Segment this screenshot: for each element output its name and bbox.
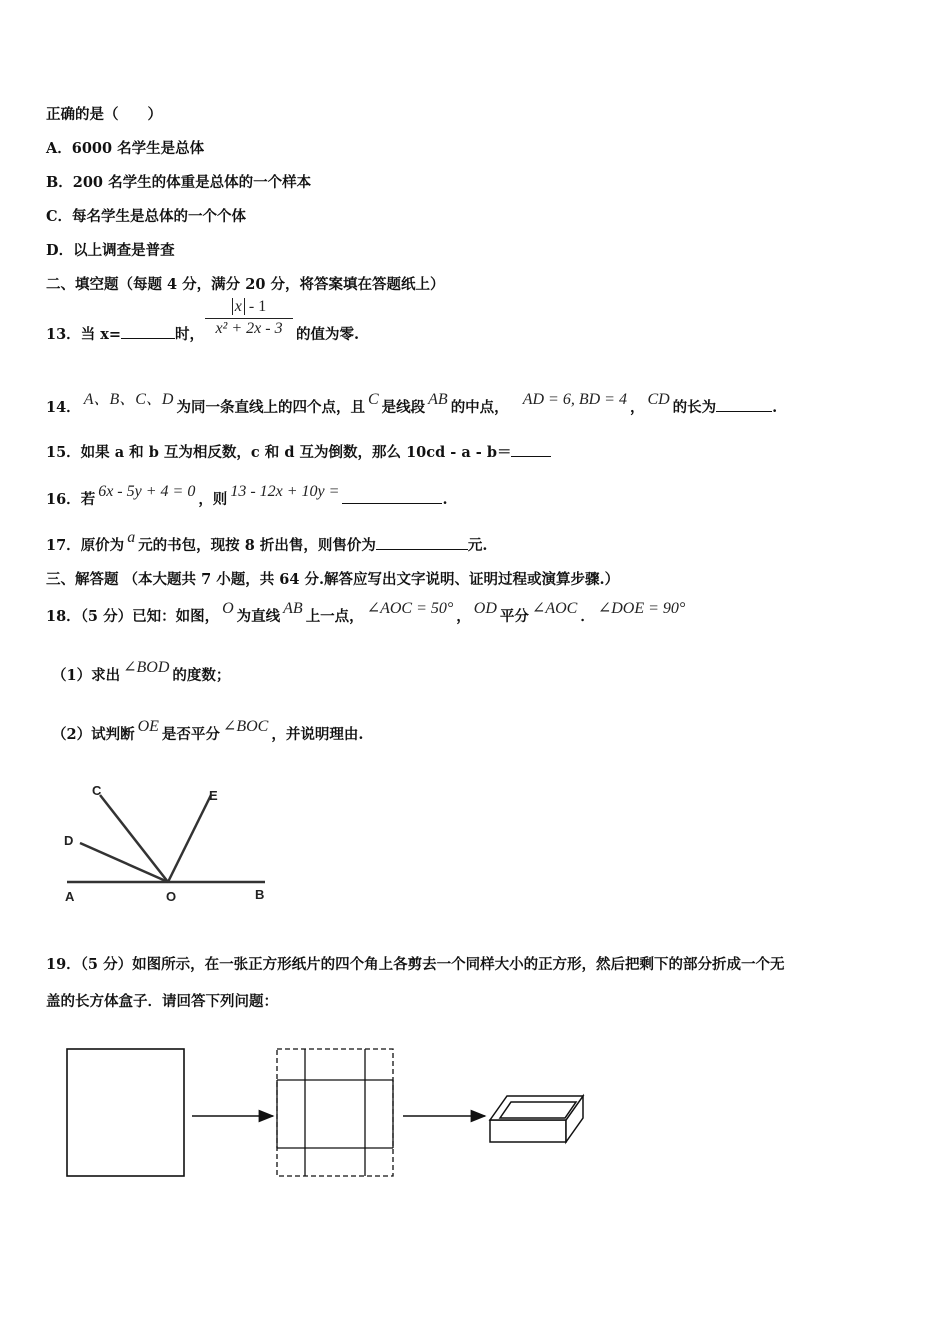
q13-answer-blank[interactable] <box>121 326 175 339</box>
section3-heading: 三、解答题 （本大题共 7 小题，共 64 分.解答应写出文字说明、证明过程或演算步骤.） <box>46 571 620 588</box>
q19-box-figure <box>60 1040 600 1190</box>
q18-aoc2-math: ∠AOC <box>531 600 578 617</box>
q16-eq-math: 6x - 5y + 4 = 0 <box>98 483 196 500</box>
open-box <box>490 1096 583 1142</box>
q18-aoc-math: ∠AOC = 50° <box>366 600 454 617</box>
q18-part2-oe: OE <box>137 718 159 735</box>
q18-part2-text-b: 是否平分 <box>161 726 220 743</box>
label-e: E <box>209 788 218 803</box>
q18-part2 <box>52 718 364 744</box>
label-a: A <box>65 889 75 904</box>
q13-text-b: 时， <box>175 326 205 343</box>
q17-a-math: a <box>127 529 136 546</box>
q18-part1 <box>52 659 231 685</box>
q14-number: 14． <box>46 399 81 416</box>
ray-oe <box>168 795 211 882</box>
q18-part1-text-a: （1）求出 <box>52 667 121 684</box>
q12-option-d: D．以上调查是普查 <box>46 242 175 259</box>
q14-answer-blank[interactable] <box>716 399 772 412</box>
q15-answer-blank[interactable] <box>511 444 551 457</box>
q14-given-math: AD = 6, BD = 4 <box>522 391 627 408</box>
q18-text-b: 为直线 <box>236 608 281 625</box>
q14-points-math: A、B、C、D <box>83 391 174 408</box>
q18-number: 18． <box>46 608 81 625</box>
ray-od <box>80 843 168 882</box>
q18-ab-math: AB <box>283 600 303 617</box>
cut-sheet <box>277 1049 393 1176</box>
q18-text-d: ， <box>456 608 471 625</box>
q13-number: 13． <box>46 326 81 343</box>
q18-text-c: 上一点， <box>305 608 364 625</box>
q13-fraction <box>205 298 293 338</box>
q16 <box>46 483 448 509</box>
q13-text-a: 当 x= <box>80 326 122 343</box>
q16-text-a: 若 <box>80 491 96 508</box>
q14 <box>46 391 778 417</box>
q14-cd-math: CD <box>647 391 670 408</box>
q16-expr-math: 13 - 12x + 10y = <box>230 483 340 500</box>
q16-number: 16． <box>46 491 81 508</box>
q13-frac-num-rest: - 1 <box>244 298 267 315</box>
q14-ab-math: AB <box>428 391 448 408</box>
q18-part2-text-a: （2）试判断 <box>52 726 135 743</box>
q19-line1: 19．（5 分）如图所示，在一张正方形纸片的四个角上各剪去一个同样大小的正方形，然后把剩下的部分折成一个无 <box>46 956 785 973</box>
q16-end: . <box>442 491 448 508</box>
q17-answer-blank[interactable] <box>376 537 468 550</box>
q17-number: 17． <box>46 537 81 554</box>
q17-text-a: 原价为 <box>80 537 125 554</box>
q12-option-c: C．每名学生是总体的一个个体 <box>46 208 247 225</box>
q18-part1-math: ∠BOD <box>123 659 170 676</box>
q15-text: 15．如果 a 和 b 互为相反数，c 和 d 互为倒数，那么 10cd - a - b＝ <box>46 444 512 461</box>
q18-text-f: ． <box>580 608 595 625</box>
label-c: C <box>92 783 102 798</box>
label-b: B <box>255 887 265 902</box>
q13 <box>46 323 204 344</box>
section2-heading: 二、填空题（每题 4 分，满分 20 分，将答案填在答题纸上） <box>46 276 445 293</box>
q17 <box>46 529 488 555</box>
ray-oc <box>100 795 168 882</box>
q17-text-c: 元. <box>467 537 488 554</box>
q18-doe-math: ∠DOE = 90° <box>597 600 686 617</box>
q16-text-b: ，则 <box>198 491 228 508</box>
q14-text-a: 为同一条直线上的四个点，且 <box>176 399 365 416</box>
q15 <box>46 441 551 462</box>
square-sheet <box>67 1049 184 1176</box>
q14-end: . <box>772 399 778 416</box>
q12-stem-tail: 正确的是（ ） <box>46 106 162 123</box>
label-d: D <box>64 833 74 848</box>
q18-part1-text-b: 的度数； <box>172 667 231 684</box>
q18-part2-text-c: ，并说明理由. <box>271 726 364 743</box>
q16-answer-blank[interactable] <box>342 491 442 504</box>
label-o: O <box>166 889 177 904</box>
q18-o-math: O <box>222 600 234 617</box>
q14-text-b: 是线段 <box>381 399 426 416</box>
q17-text-b: 元的书包，现按 8 折出售，则售价为 <box>138 537 376 554</box>
q12-option-a: A．6000 名学生是总体 <box>46 140 205 157</box>
q18-text-e: 平分 <box>499 608 529 625</box>
q13-frac-abs-x: x <box>232 298 245 315</box>
q13-frac-den: x² + 2x - 3 <box>215 320 283 337</box>
q14-text-e: 的长为 <box>672 399 717 416</box>
q12-option-b: B．200 名学生的体重是总体的一个样本 <box>46 174 312 191</box>
q18-part2-math: ∠BOC <box>222 718 269 735</box>
q14-text-c: 的中点， <box>450 399 509 416</box>
q19-line2: 盖的长方体盒子．请回答下列问题： <box>46 993 278 1010</box>
q13-text-c: 的值为零. <box>296 326 360 343</box>
q18-od-math: OD <box>473 600 497 617</box>
q14-text-d: ， <box>629 399 645 416</box>
q14-c-math: C <box>367 391 379 408</box>
q18-angle-figure <box>55 775 285 910</box>
q18-text-a: （5 分）已知：如图， <box>80 608 220 625</box>
q18 <box>46 600 688 626</box>
